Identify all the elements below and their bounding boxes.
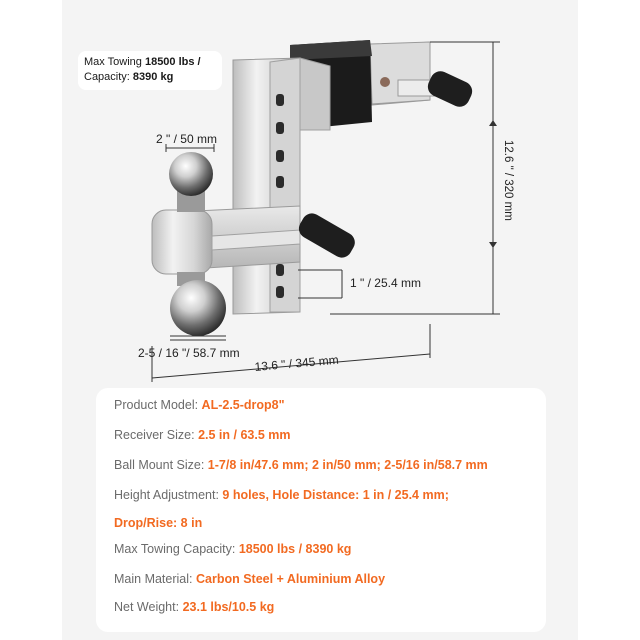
spec-value: Carbon Steel + Aluminium Alloy — [195, 572, 386, 586]
spec-value: AL-2.5-drop8" — [201, 398, 285, 412]
spec-row-receiver — [114, 428, 290, 442]
spec-row-material — [114, 572, 385, 586]
spec-row-weight — [114, 600, 274, 614]
spec-value: Drop/Rise: 8 in — [114, 516, 203, 530]
dim-total-height: 12.6 " / 320 mm — [502, 140, 514, 221]
dim-ball-top: 2 " / 50 mm — [156, 132, 217, 146]
spec-row-capacity — [114, 542, 351, 556]
spec-label: Main Material: — [114, 572, 196, 586]
spec-label: Ball Mount Size: — [114, 458, 208, 472]
bottom-ball — [170, 272, 226, 336]
hitch-illustration — [62, 0, 578, 390]
spec-row-drop — [114, 516, 202, 530]
spec-label: Receiver Size: — [114, 428, 199, 442]
dim-total-length: 13.6 " / 345 mm — [254, 352, 340, 374]
capacity-label-2: Capacity: — [84, 71, 130, 83]
spec-label: Net Weight: — [114, 600, 183, 614]
spec-label: Height Adjustment: — [114, 488, 223, 502]
capacity-value-1: 18500 lbs / — [144, 56, 201, 68]
spec-row-ball-mount — [114, 458, 488, 472]
top-ball — [169, 152, 213, 212]
dim-hole-distance: 1 " / 25.4 mm — [350, 276, 421, 290]
spec-value: 2.5 in / 63.5 mm — [198, 428, 291, 442]
spec-value: 1-7/8 in/47.6 mm; 2 in/50 mm; 2-5/16 in/58.7 mm — [207, 458, 488, 472]
spec-row-height — [114, 488, 449, 502]
capacity-label-1: Max Towing — [84, 56, 142, 68]
spec-value: 23.1 lbs/10.5 kg — [182, 600, 275, 614]
spec-card — [96, 388, 546, 632]
dim-ball-bottom: 2-5 / 16 "/ 58.7 mm — [138, 346, 240, 360]
spec-value: 9 holes, Hole Distance: 1 in / 25.4 mm; — [222, 488, 449, 502]
spec-label: Product Model: — [114, 398, 202, 412]
spec-row-model — [114, 398, 285, 412]
capacity-value-2: 8390 kg — [132, 71, 174, 83]
spec-value: 18500 lbs / 8390 kg — [238, 542, 352, 556]
spec-label: Max Towing Capacity: — [114, 542, 239, 556]
